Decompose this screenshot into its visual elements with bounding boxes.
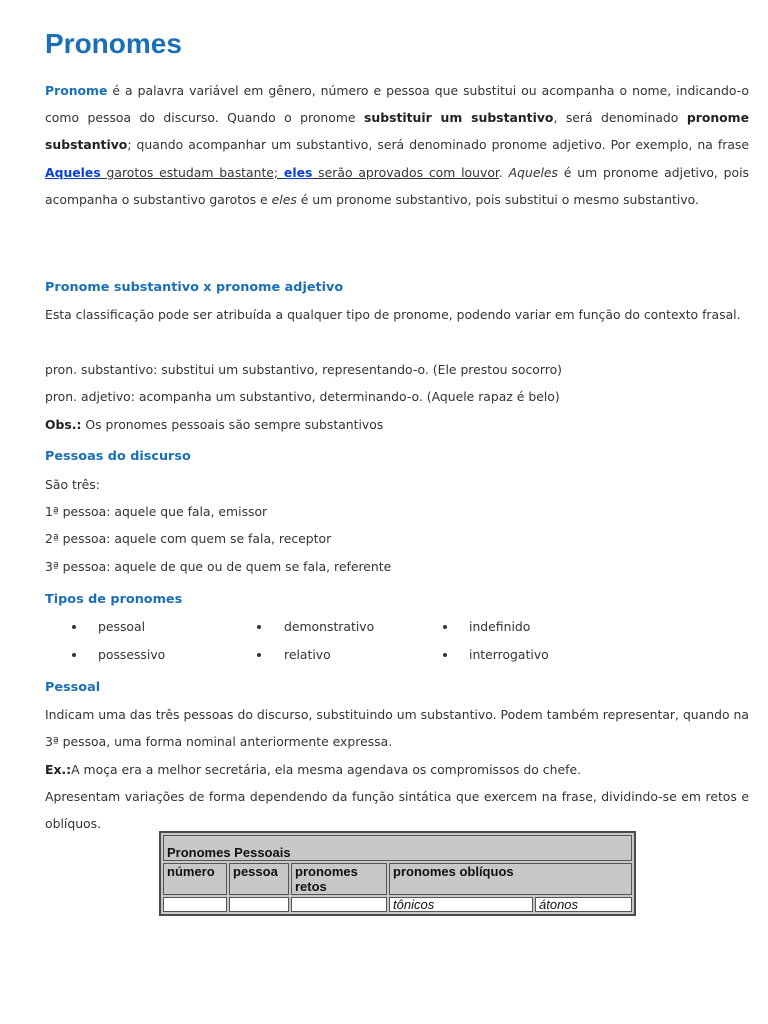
- intro-italic-aqueles: Aqueles: [508, 164, 558, 180]
- header-obliquos: pronomes oblíquos: [389, 863, 632, 895]
- list-item: demonstrativo: [284, 619, 375, 634]
- bullet-icon: [257, 625, 261, 629]
- subheader-tonicos: tônicos: [389, 897, 533, 912]
- subheader-atonos: átonos: [535, 897, 632, 912]
- list-item: indefinido: [469, 619, 531, 634]
- pessoal-paragraph: Indicam uma das três pessoas do discurso, substituindo um substantivo. Podem também representar, quando na 3ª pessoa, uma forma nominal anteriormente expressa.: [45, 707, 749, 750]
- pronomes-pessoais-table: [159, 831, 636, 916]
- pessoas-intro: São três:: [45, 477, 100, 492]
- bullet-icon: [443, 653, 447, 657]
- example-underline-2: serão aprovados com louvor: [312, 164, 499, 180]
- intro-text-3: ; quando acompanhar um substantivo, será denominado pronome adjetivo. Por exemplo, na frase: [127, 137, 749, 153]
- intro-text-1: é a palavra variável em gênero, número e pessoa que substitui ou acompanha o nome, indicando-o como pessoa do discurso. Quando o pronome: [45, 83, 749, 126]
- page-title: Pronomes: [45, 28, 182, 59]
- list-item: interrogativo: [469, 647, 549, 662]
- section1-paragraph: Esta classificação pode ser atribuída a qualquer tipo de pronome, podendo variar em função do contexto frasal.: [45, 307, 741, 322]
- intro-bold-1: substituir um substantivo: [364, 110, 554, 126]
- intro-italic-eles: eles: [271, 191, 297, 207]
- intro-text-6: é um pronome substantivo, pois substitui o mesmo substantivo.: [296, 191, 699, 207]
- bullet-icon: [72, 625, 76, 629]
- pron-adjetivo-line: pron. adjetivo: acompanha um substantivo, determinando-o. (Aquele rapaz é belo): [45, 389, 560, 404]
- table-cell: [163, 897, 227, 912]
- header-numero: número: [163, 863, 227, 895]
- intro-term: Pronome: [45, 83, 108, 98]
- bullet-icon: [72, 653, 76, 657]
- intro-text-4: .: [498, 164, 509, 180]
- table-row: [163, 835, 632, 861]
- bullet-icon: [257, 653, 261, 657]
- section-heading-pessoas: Pessoas do discurso: [45, 449, 191, 464]
- obs-text: Os pronomes pessoais são sempre substantivos: [81, 417, 384, 432]
- example-label: Ex.:: [45, 762, 72, 777]
- table-caption: Pronomes Pessoais: [163, 835, 632, 861]
- table-cell: [291, 897, 387, 912]
- section-heading-tipos: Tipos de pronomes: [45, 592, 183, 607]
- bullet-icon: [443, 625, 447, 629]
- intro-bold-2: pronome substantivo: [45, 110, 749, 153]
- list-item: possessivo: [98, 647, 166, 662]
- pessoa-1: 1ª pessoa: aquele que fala, emissor: [45, 504, 268, 519]
- header-retos: pronomes retos: [291, 863, 387, 895]
- intro-paragraph: [45, 77, 749, 213]
- link-aqueles[interactable]: Aqueles: [45, 164, 101, 180]
- intro-text-5: é um pronome adjetivo, pois acompanha o substantivo garotos e: [45, 164, 749, 207]
- example-line: [45, 762, 581, 777]
- pron-substantivo-line: pron. substantivo: substitui um substantivo, representando-o. (Ele prestou socorro): [45, 362, 562, 377]
- pessoa-3: 3ª pessoa: aquele de que ou de quem se fala, referente: [45, 559, 392, 574]
- table-row: [163, 863, 632, 895]
- example-text: A moça era a melhor secretária, ela mesma agendava os compromissos do chefe.: [71, 762, 582, 777]
- link-eles[interactable]: eles: [283, 164, 313, 180]
- table-cell: [229, 897, 289, 912]
- pessoa-2: 2ª pessoa: aquele com quem se fala, receptor: [45, 531, 332, 546]
- obs-label: Obs.:: [45, 417, 82, 432]
- section-heading-pessoal: Pessoal: [45, 680, 101, 695]
- list-item: pessoal: [98, 619, 146, 634]
- intro-text-2: , será denominado: [553, 110, 687, 126]
- section-heading-substantivo-adjetivo: Pronome substantivo x pronome adjetivo: [45, 280, 344, 295]
- obs-line: [45, 417, 383, 432]
- list-item: relativo: [284, 647, 331, 662]
- header-pessoa: pessoa: [229, 863, 289, 895]
- variacoes-paragraph: Apresentam variações de forma dependendo da função sintática que exercem na frase, dividindo-se em retos e oblíquos.: [45, 789, 749, 832]
- example-underline-1: garotos estudam bastante;: [100, 164, 284, 180]
- table-row: [163, 897, 632, 912]
